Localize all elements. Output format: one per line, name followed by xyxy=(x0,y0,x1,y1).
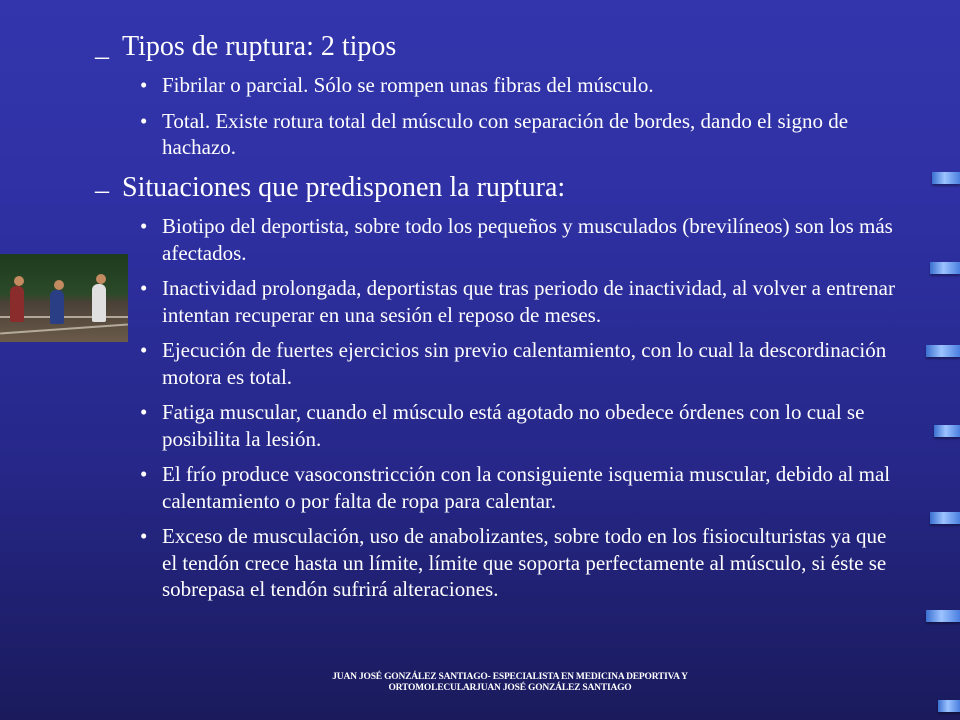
track-lane-line xyxy=(0,324,128,335)
runner-figure xyxy=(10,286,24,322)
decorative-ribbon xyxy=(930,262,960,274)
section-dash: – xyxy=(95,175,109,206)
bullet-item: • Exceso de musculación, uso de anabolizantes, sobre todo en los fisioculturistas ya que el tendón crece hasta un límite, límite que soporta perfectamente al músculo, si éste se sobrepasa el tendón sufrirá alteraciones. xyxy=(140,523,900,603)
section-heading-situaciones: Situaciones que predisponen la ruptura: xyxy=(122,172,566,203)
footer-credit xyxy=(250,672,770,694)
footer-line: ORTOMOLECULARJUAN JOSÉ GONZÁLEZ SANTIAGO xyxy=(388,683,632,693)
footer-line: JUAN JOSÉ GONZÁLEZ SANTIAGO- ESPECIALISTA EN MEDICINA DEPORTIVA Y xyxy=(332,672,688,682)
runner-figure xyxy=(50,290,64,324)
section-dash: – xyxy=(95,41,109,72)
bullet-item: • Biotipo del deportista, sobre todo los pequeños y musculados (brevilíneos) son los más afectados. xyxy=(140,213,900,266)
bullet-item: • Fibrilar o parcial. Sólo se rompen unas fibras del músculo. xyxy=(140,72,900,99)
runner-head xyxy=(96,274,106,284)
bullet-item: • Ejecución de fuertes ejercicios sin previo calentamiento, con lo cual la descordinación motora es total. xyxy=(140,337,900,390)
decorative-ribbon xyxy=(932,172,960,184)
decorative-ribbon xyxy=(926,345,960,357)
bullet-item: • Fatiga muscular, cuando el músculo está agotado no obedece órdenes con lo cual se posibilita la lesión. xyxy=(140,399,900,452)
sprinters-photo xyxy=(0,254,128,342)
bullet-item: • Total. Existe rotura total del músculo con separación de bordes, dando el signo de hachazo. xyxy=(140,108,900,161)
runner-figure xyxy=(92,284,106,322)
runner-head xyxy=(54,280,64,290)
bullet-item: • El frío produce vasoconstricción con la consiguiente isquemia muscular, debido al mal calentamiento o por falta de ropa para calentar. xyxy=(140,461,900,514)
bullet-item: • Inactividad prolongada, deportistas que tras periodo de inactividad, al volver a entrenar intentan recuperar en una sesión el reposo de meses. xyxy=(140,275,900,328)
decorative-ribbon xyxy=(934,425,960,437)
bullet-list-tipos xyxy=(140,72,900,170)
decorative-ribbon xyxy=(926,610,960,622)
decorative-ribbon xyxy=(938,700,960,712)
bullet-list-situaciones xyxy=(140,213,900,612)
decorative-ribbon xyxy=(930,512,960,524)
section-heading-tipos: Tipos de ruptura: 2 tipos xyxy=(122,31,397,62)
runner-head xyxy=(14,276,24,286)
